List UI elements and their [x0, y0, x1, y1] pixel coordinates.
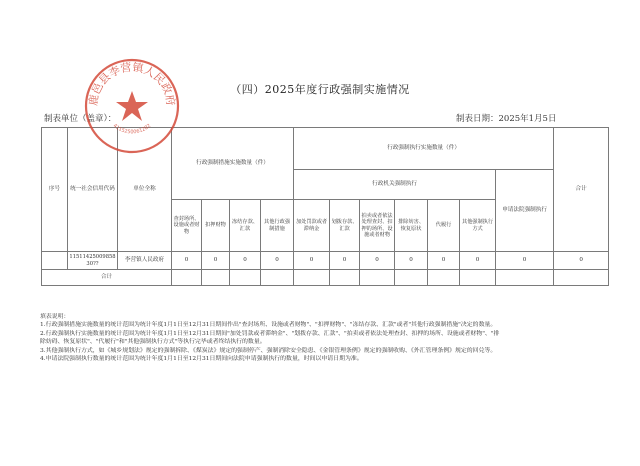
total-label: 合计 — [42, 270, 172, 286]
header-measure-seal: 查封场所、设施或者财物 — [172, 200, 202, 252]
row-unit-name: 李营镇人民政府 — [118, 252, 172, 270]
row-agency-other: 0 — [460, 252, 496, 270]
note-item-3: 3.其他强制执行方式，如《城乡规划法》规定的强制拆除、《煤炭法》规定的强制停产、强制消除安全隐患、《金银管理条例》规定的强制收购、《外汇管理条例》规定的回兑等。 — [40, 347, 497, 354]
row-seq — [42, 252, 68, 270]
table-row — [42, 252, 609, 270]
enforcement-table — [41, 127, 609, 286]
notes-section — [40, 313, 600, 363]
unit-label — [44, 112, 116, 124]
row-measure-detain: 0 — [202, 252, 230, 270]
unit-label-text: 制表单位（盖章）： — [44, 114, 117, 124]
header-measure-detain: 扣押财物 — [202, 200, 230, 252]
header-agency-substitute: 代履行 — [428, 200, 460, 252]
header-agency-auction: 拍卖或者依法处理查封、扣押的场所、设施或者财物 — [360, 200, 395, 252]
header-measure-freeze: 冻结存款、汇款 — [230, 200, 261, 252]
seal-code: 4115250061282 — [111, 122, 153, 136]
row-measure-other: 0 — [261, 252, 294, 270]
header-credit-code: 统一社会信用代码 — [68, 128, 118, 252]
row-agency-substitute: 0 — [428, 252, 460, 270]
seal-text: 鹿邑县李营镇人民政府 — [86, 60, 178, 107]
row-measure-freeze: 0 — [230, 252, 261, 270]
header-unit-name: 单位全称 — [118, 128, 172, 252]
report-date: 制表日期：2025年1月5日 — [456, 114, 557, 124]
header-total: 合计 — [554, 128, 609, 252]
note-item-1: 1.行政强制措施实施数量的统计范围为统计年度1月1日至12月31日期间作出"查封场所、设施或者财物"、"扣押财物"、"冻结存款、汇款"或者"其他行政强制措施"决定的数量。 — [40, 322, 497, 329]
notes-heading: 填表说明： — [40, 314, 70, 320]
row-measure-seal: 0 — [172, 252, 202, 270]
row-agency-restore: 0 — [395, 252, 428, 270]
row-total: 0 — [554, 252, 609, 270]
header-agency-restore: 排除妨害、恢复原状 — [395, 200, 428, 252]
header-agency-penalty: 加处罚款或者滞纳金 — [294, 200, 330, 252]
header-agency-transfer: 划拨存款、汇款 — [330, 200, 360, 252]
header-seq: 序号 — [42, 128, 68, 252]
page-title: （四）2025年度行政强制实施情况 — [230, 83, 410, 96]
header-court-apply: 申请法院强制执行 — [496, 170, 554, 252]
row-agency-penalty: 0 — [294, 252, 330, 270]
note-item-2: 2.行政强制执行实施数量的统计范围为统计年度1月1日至12月31日期间"加处罚款或者滞纳金"、"划拨存款、汇款"、"拍卖或者依法处理查封、扣押的场所、设施或者财物"、"排 — [40, 330, 500, 337]
header-agency-group: 行政机关强制执行 — [294, 170, 496, 200]
header-measures-group: 行政强制措施实施数量（件） — [172, 128, 294, 200]
row-agency-auction: 0 — [360, 252, 395, 270]
total-row — [42, 270, 609, 286]
header-agency-other: 其他强制执行方式 — [460, 200, 496, 252]
row-court-apply: 0 — [496, 252, 554, 270]
header-execution-group: 行政强制执行实施数量（件） — [294, 128, 554, 170]
row-credit-code: 11511425009858 30?? — [68, 252, 118, 270]
note-item-2-cont: 除妨碍、恢复原状"、"代履行"和"其他强制执行方式"等执行完毕或者终结执行的数量。 — [40, 339, 266, 346]
note-item-4: 4.申请法院强制执行数量的统计范围为统计年度1月1日至12月31日期间向法院申请强制执行的数量，时间以申请日期为准。 — [40, 356, 363, 363]
row-agency-transfer: 0 — [330, 252, 360, 270]
header-measure-other: 其他行政强制措施 — [261, 200, 294, 252]
